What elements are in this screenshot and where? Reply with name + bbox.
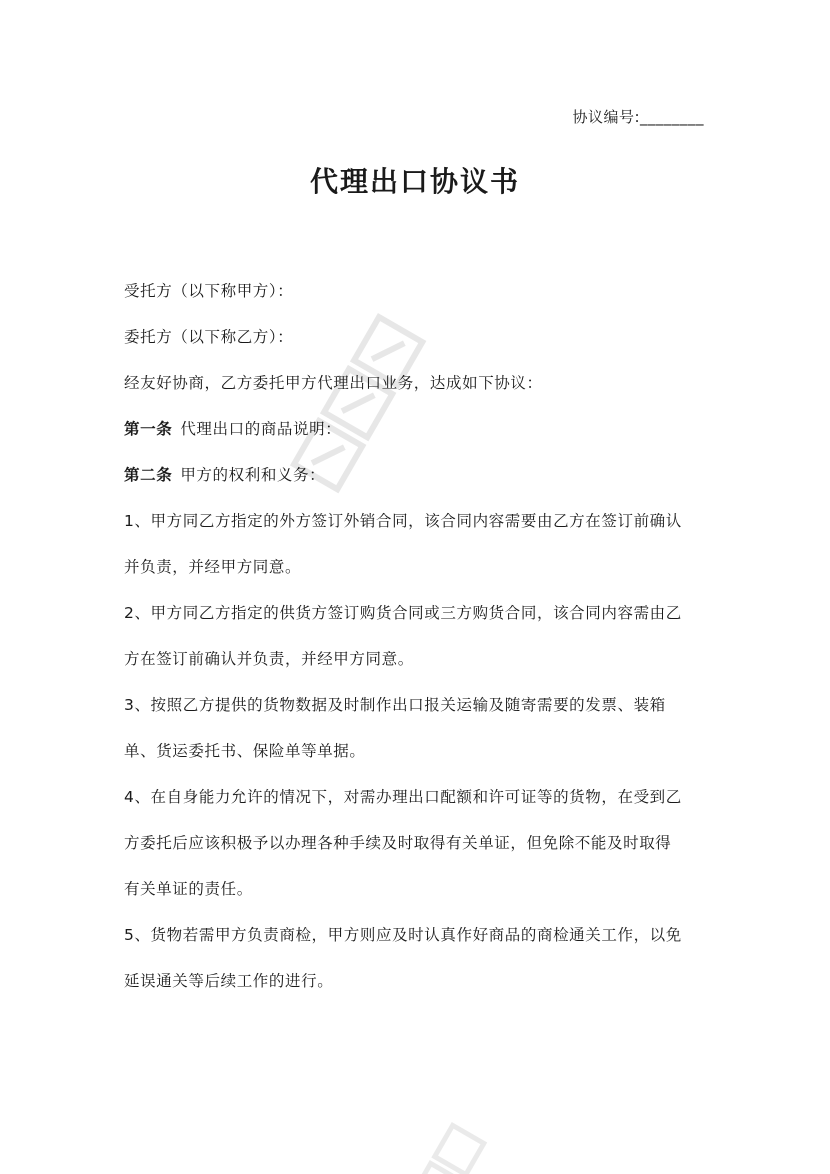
clause-5 [124, 912, 708, 1004]
clause-4-line-3: 有关单证的责任。 [124, 880, 253, 898]
trustor-line: 委托方（以下称乙方）： [124, 328, 294, 346]
clause-3 [124, 682, 708, 774]
clause-4 [124, 774, 708, 912]
article-2-text: 甲方的权利和义务： [180, 466, 326, 484]
clause-5-line-2: 延误通关等后续工作的进行。 [124, 972, 334, 990]
document-title: 代理出口协议书 [309, 165, 520, 198]
clause-2 [124, 590, 708, 682]
intro-line: 经友好协商，乙方委托甲方代理出口业务，达成如下协议： [124, 374, 543, 392]
article-2 [124, 452, 708, 498]
watermark-logo-bottom [390, 1110, 510, 1174]
clause-4-line-1: 4、在自身能力允许的情况下，对需办理出口配额和许可证等的货物，在受到乙 [124, 788, 682, 806]
clause-3-line-1: 3、按照乙方提供的货物数据及时制作出口报关运输及随寄需要的发票、装箱 [124, 696, 666, 714]
clause-2-line-2: 方在签订前确认并负责，并经甲方同意。 [124, 650, 414, 668]
agreement-number: 协议编号:________ [572, 108, 704, 126]
document-body [124, 268, 708, 1004]
clause-1-line-1: 1、甲方同乙方指定的外方签订外销合同，该合同内容需要由乙方在签订前确认 [124, 512, 682, 530]
trustee-line: 受托方（以下称甲方）： [124, 282, 294, 300]
article-1-label: 第一条 [124, 420, 173, 438]
clause-1-line-2: 并负责，并经甲方同意。 [124, 558, 302, 576]
clause-1 [124, 498, 708, 590]
article-2-label: 第二条 [124, 466, 173, 484]
clause-5-line-1: 5、货物若需甲方负责商检，甲方则应及时认真作好商品的商检通关工作，以免 [124, 926, 682, 944]
clause-3-line-2: 单、货运委托书、保险单等单据。 [124, 742, 366, 760]
article-1 [124, 406, 708, 452]
clause-2-line-1: 2、甲方同乙方指定的供货方签订购货合同或三方购货合同，该合同内容需由乙 [124, 604, 682, 622]
clause-4-line-2: 方委托后应该积极予以办理各种手续及时取得有关单证，但免除不能及时取得 [124, 834, 672, 852]
article-1-text: 代理出口的商品说明： [180, 420, 342, 438]
